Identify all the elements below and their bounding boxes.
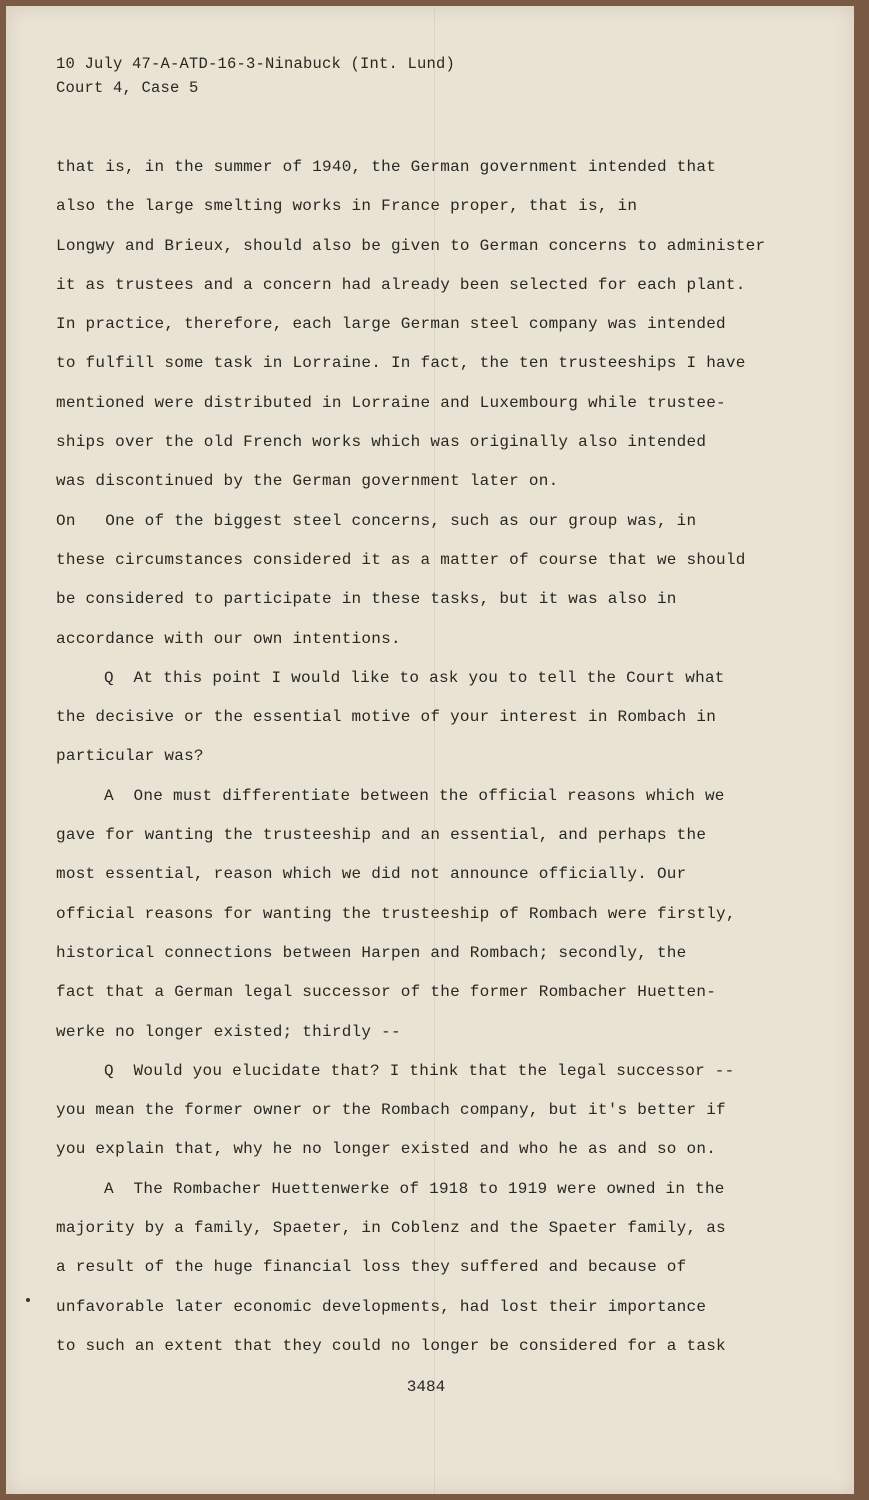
text-line: that is, in the summer of 1940, the German government intended that bbox=[56, 158, 717, 176]
text-line: official reasons for wanting the trusteeship of Rombach were firstly, bbox=[56, 904, 736, 923]
text-line: gave for wanting the trusteeship and an essential, and perhaps the bbox=[56, 826, 707, 845]
header-court-case: Court 4, Case 5 bbox=[56, 79, 199, 97]
page-number: 3484 bbox=[406, 1378, 446, 1396]
text-line: fact that a German legal successor of the former Rombacher Huetten- bbox=[56, 983, 717, 1002]
text-line: Longwy and Brieux, should also be given to German concerns to administer bbox=[56, 236, 766, 255]
question-line: Q Would you elucidate that? I think that the legal successor -- bbox=[104, 1061, 735, 1080]
text-line: historical connections between Harpen and Rombach; secondly, the bbox=[56, 943, 687, 962]
text-line: mentioned were distributed in Lorraine and Luxembourg while trustee- bbox=[56, 393, 726, 412]
answer-line: A One must differentiate between the official reasons which we bbox=[104, 786, 725, 805]
text-line: unfavorable later economic developments, had lost their importance bbox=[56, 1297, 707, 1316]
text-line: On One of the biggest steel concerns, such as our group was, in bbox=[56, 511, 697, 530]
text-line: also the large smelting works in France proper, that is, in bbox=[56, 197, 638, 216]
text-line: these circumstances considered it as a matter of course that we should bbox=[56, 550, 746, 569]
answer-line: A The Rombacher Huettenwerke of 1918 to 1919 were owned in the bbox=[104, 1179, 725, 1198]
text-line: werke no longer existed; thirdly -- bbox=[56, 1022, 401, 1041]
text-line: be considered to participate in these tasks, but it was also in bbox=[56, 590, 677, 609]
text-line: a result of the huge financial loss they suffered and because of bbox=[56, 1258, 687, 1277]
text-line: In practice, therefore, each large German steel company was intended bbox=[56, 315, 726, 334]
text-line: particular was? bbox=[56, 747, 204, 766]
text-line: to fulfill some task in Lorraine. In fact, the ten trusteeships I have bbox=[56, 354, 746, 373]
text-line: was discontinued by the German government later on. bbox=[56, 472, 559, 491]
margin-dot-mark bbox=[26, 1298, 30, 1302]
header-case-reference: 10 July 47-A-ATD-16-3-Ninabuck (Int. Lund) bbox=[56, 55, 456, 73]
text-line: to such an extent that they could no longer be considered for a task bbox=[56, 1336, 726, 1355]
text-line: ships over the old French works which was originally also intended bbox=[56, 433, 707, 452]
text-line: the decisive or the essential motive of your interest in Rombach in bbox=[56, 708, 717, 727]
text-line: you explain that, why he no longer existed and who he as and so on. bbox=[56, 1140, 717, 1159]
text-line: most essential, reason which we did not announce officially. Our bbox=[56, 865, 687, 884]
text-line: you mean the former owner or the Rombach company, but it's better if bbox=[56, 1101, 726, 1120]
text-line: accordance with our own intentions. bbox=[56, 629, 401, 648]
text-line: it as trustees and a concern had already been selected for each plant. bbox=[56, 275, 746, 294]
text-line: majority by a family, Spaeter, in Coblenz and the Spaeter family, as bbox=[56, 1219, 726, 1238]
document-page bbox=[6, 6, 854, 1494]
document-header bbox=[56, 52, 455, 100]
question-line: Q At this point I would like to ask you to tell the Court what bbox=[104, 668, 725, 687]
transcript-body bbox=[56, 148, 816, 1366]
